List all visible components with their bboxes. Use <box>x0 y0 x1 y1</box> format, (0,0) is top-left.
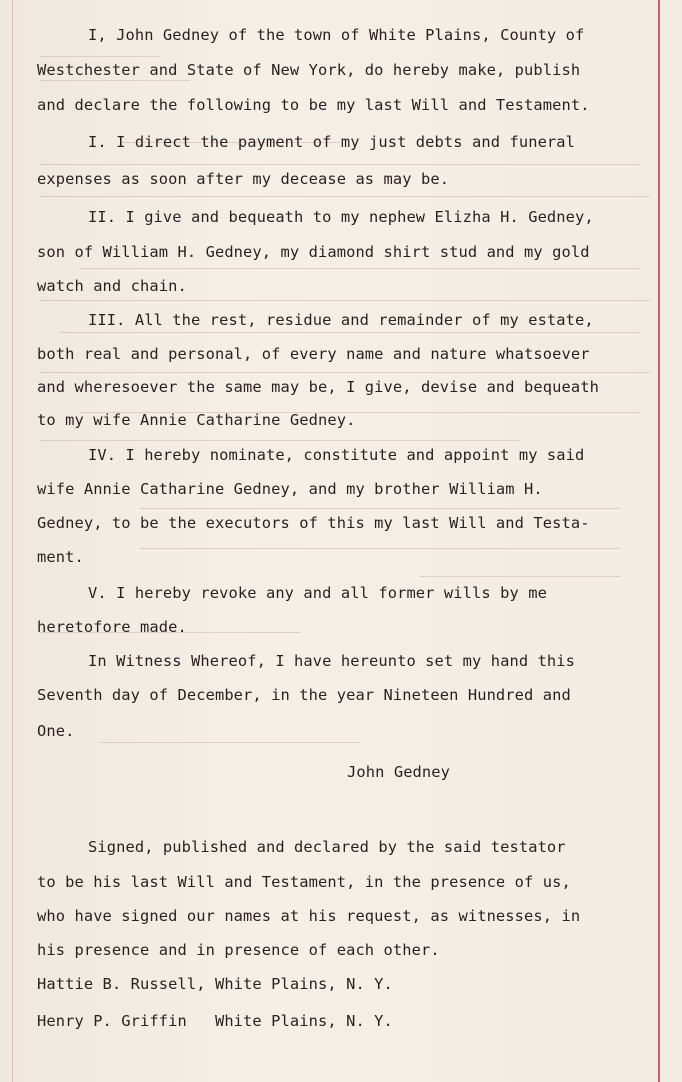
testimonium-line: One. <box>37 722 75 740</box>
attestation-line: who have signed our names at his request, as witnesses, in <box>37 907 581 925</box>
article-line: watch and chain. <box>37 277 187 295</box>
preamble-line: Westchester and State of New York, do hereby make, publish <box>37 61 581 79</box>
article-line: II. I give and bequeath to my nephew Elizha H. Gedney, <box>88 208 594 226</box>
article-line: both real and personal, of every name and nature whatsoever <box>37 345 590 363</box>
article-line: son of William H. Gedney, my diamond shirt stud and my gold <box>37 243 590 261</box>
article-line: to my wife Annie Catharine Gedney. <box>37 411 356 429</box>
article-line: IV. I hereby nominate, constitute and appoint my said <box>88 446 585 464</box>
testator-signature: John Gedney <box>347 763 451 781</box>
attestation-line: to be his last Will and Testament, in the presence of us, <box>37 873 571 891</box>
witness-entry: Henry P. Griffin White Plains, N. Y. <box>37 1012 393 1030</box>
article-line: V. I hereby revoke any and all former wills by me <box>88 584 547 602</box>
attestation-line: Signed, published and declared by the said testator <box>88 838 566 856</box>
attestation-line: his presence and in presence of each other. <box>37 941 440 959</box>
testimonium-line: In Witness Whereof, I have hereunto set my hand this <box>88 652 576 670</box>
article-line: Gedney, to be the executors of this my last Will and Testa- <box>37 514 590 532</box>
article-line: and wheresoever the same may be, I give, devise and bequeath <box>37 378 599 396</box>
preamble-line: and declare the following to be my last Will and Testament. <box>37 96 590 114</box>
witness-entry: Hattie B. Russell, White Plains, N. Y. <box>37 975 393 993</box>
article-line: expenses as soon after my decease as may be. <box>37 170 450 188</box>
testimonium-line: Seventh day of December, in the year Nineteen Hundred and <box>37 686 571 704</box>
right-margin-rule <box>658 0 660 1082</box>
article-line: wife Annie Catharine Gedney, and my brother William H. <box>37 480 543 498</box>
article-line: ment. <box>37 548 84 566</box>
preamble-line: I, John Gedney of the town of White Plains, County of <box>88 26 585 44</box>
article-line: I. I direct the payment of my just debts and funeral <box>88 133 576 151</box>
article-line: heretofore made. <box>37 618 187 636</box>
article-line: III. All the rest, residue and remainder of my estate, <box>88 311 594 329</box>
left-margin-rule <box>12 0 13 1082</box>
